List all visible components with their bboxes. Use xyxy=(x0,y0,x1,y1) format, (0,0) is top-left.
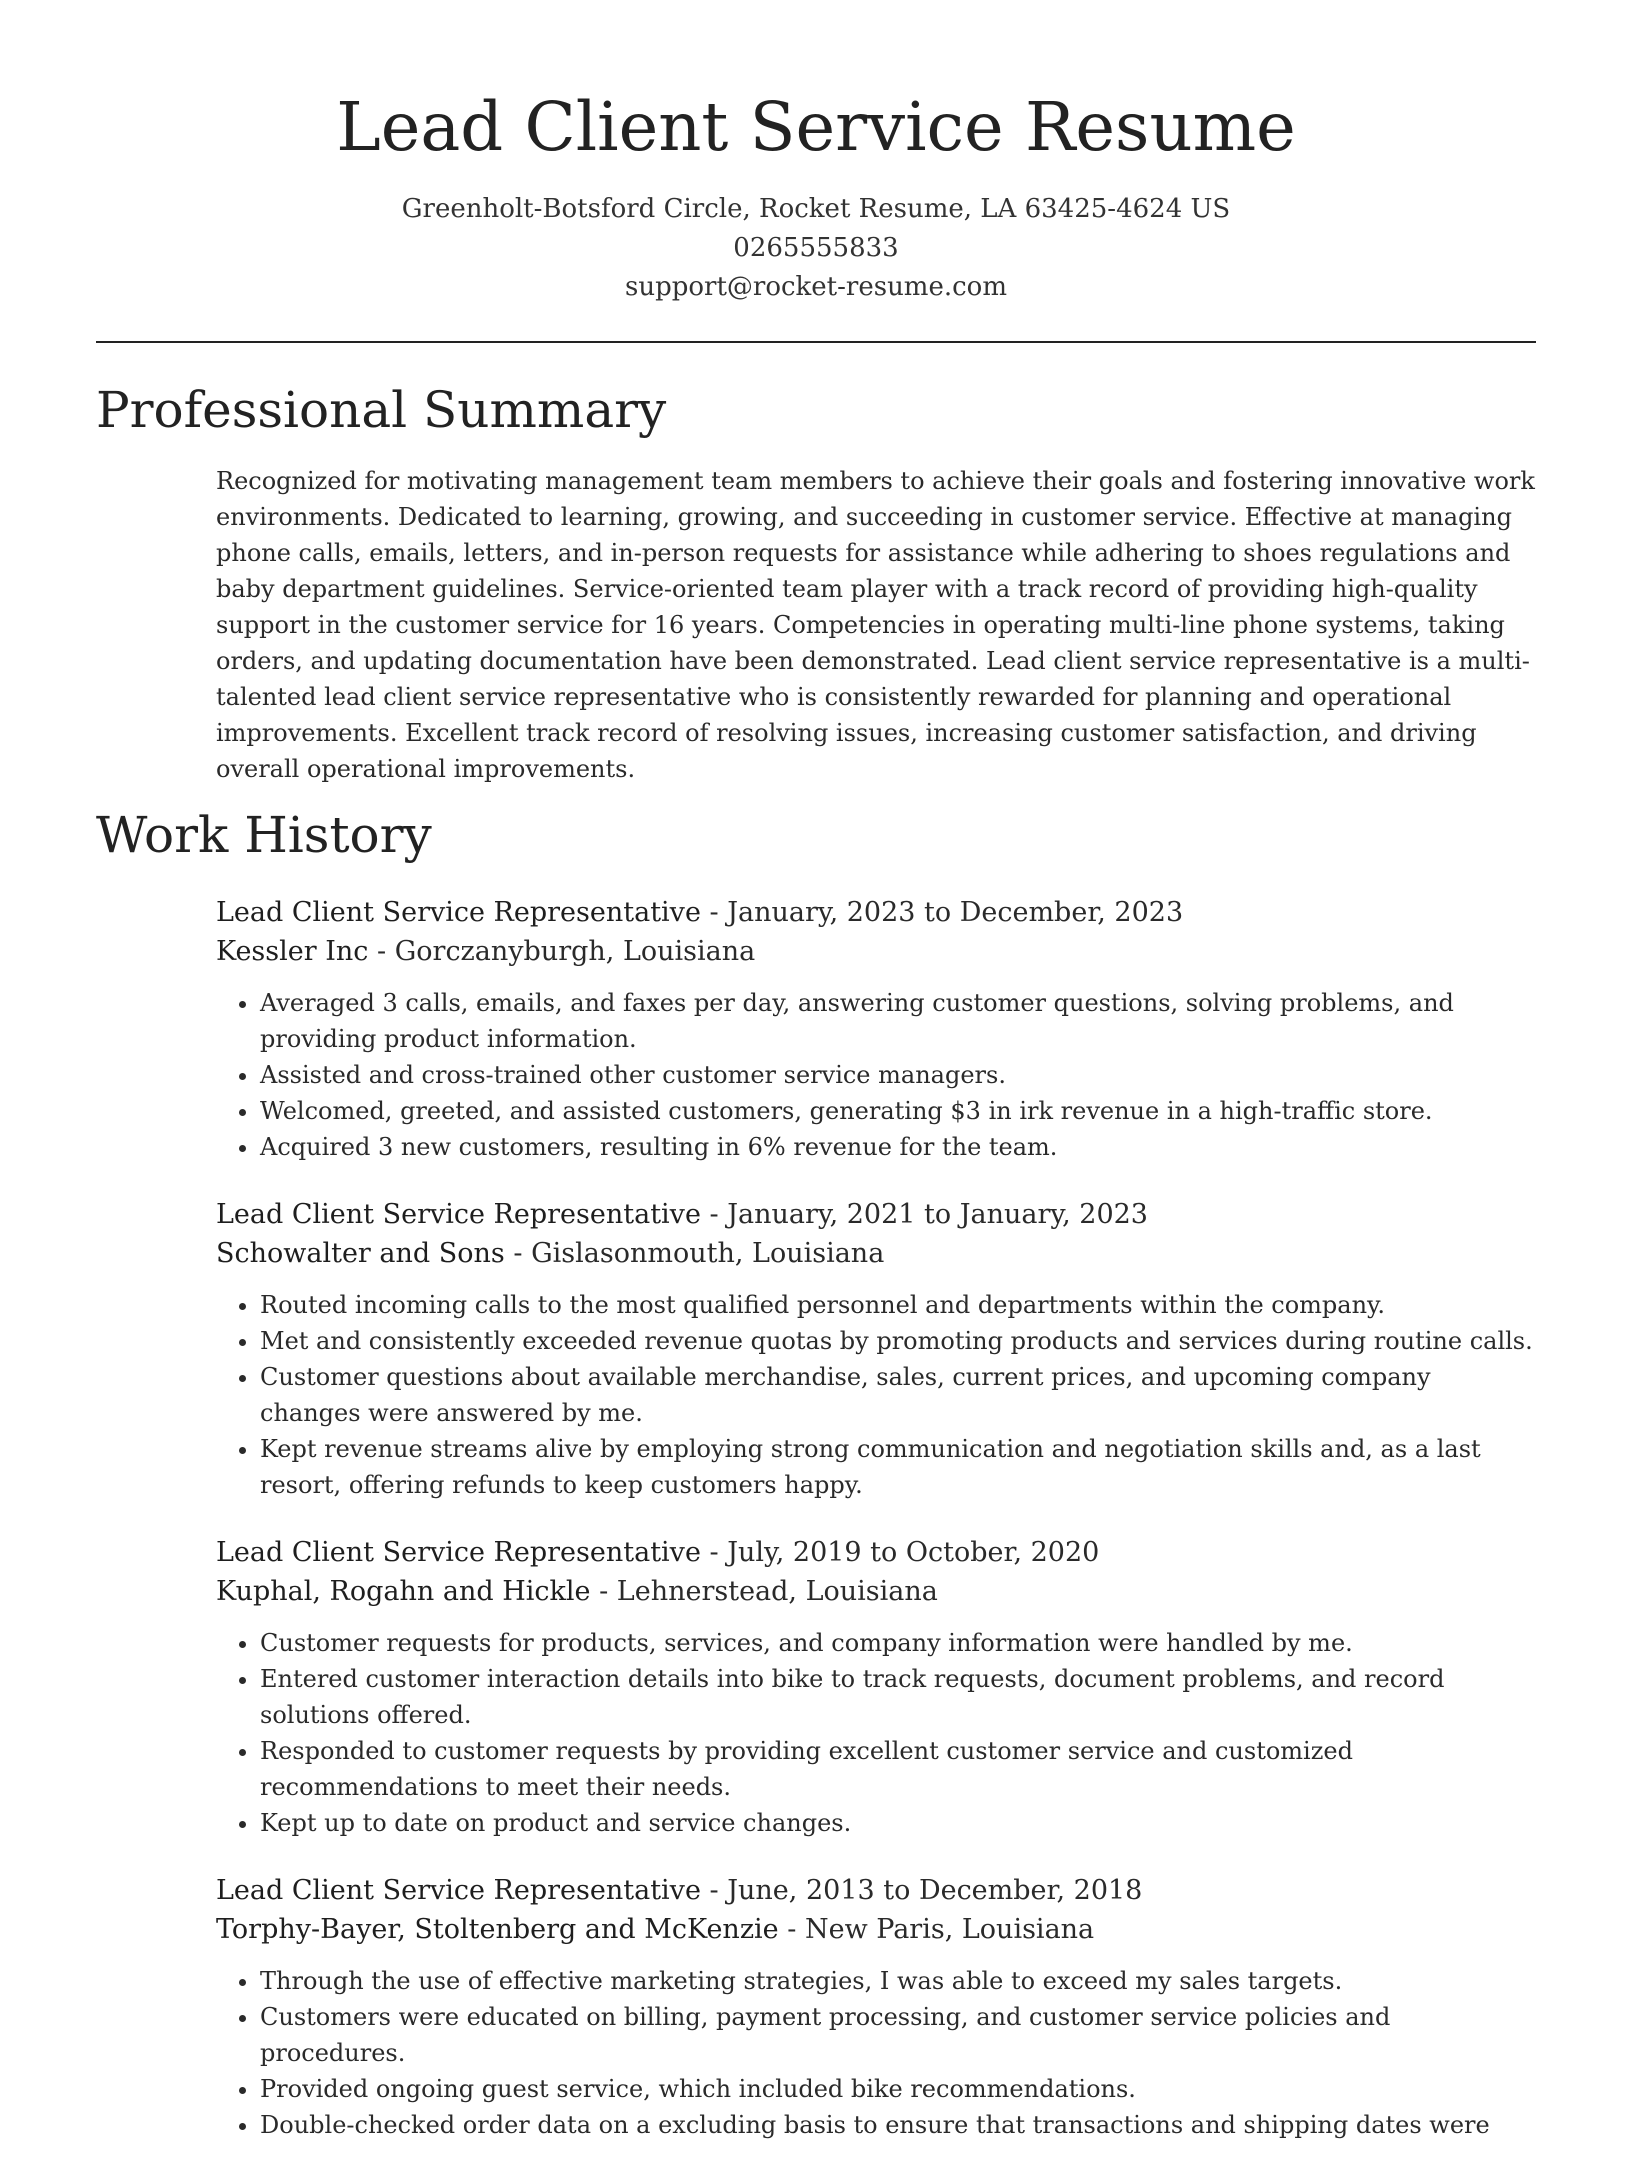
job-company-line xyxy=(216,1910,1538,1949)
job-bullet: • Assisted and cross-trained other customer service managers. xyxy=(260,1057,1538,1093)
job-title-line xyxy=(216,1195,1538,1234)
job-bullet: • Kept revenue streams alive by employing strong communication and negotiation skills and, as a last resort, offering refunds to keep customers happy. xyxy=(260,1431,1538,1503)
contact-block xyxy=(0,190,1632,307)
job-bullets xyxy=(216,985,1538,1165)
job-bullets xyxy=(216,1963,1538,2143)
job-bullet: • Customer requests for products, services, and company information were handled by me. xyxy=(260,1625,1538,1661)
job-bullet: • Welcomed, greeted, and assisted customers, generating $3 in irk revenue in a high-traffic store. xyxy=(260,1093,1538,1129)
job-company: Kuphal, Rogahn and Hickle xyxy=(216,1576,591,1607)
job-company-line xyxy=(216,1234,1538,1273)
header-divider xyxy=(96,341,1536,343)
work-history-list xyxy=(216,893,1538,2173)
job-bullet: • Met and consistently exceeded revenue quotas by promoting products and services during routine calls. xyxy=(260,1323,1538,1359)
job-bullets xyxy=(216,1625,1538,1841)
job-entry xyxy=(216,1871,1538,2143)
job-location: - Gorczanyburgh, Louisiana xyxy=(368,936,756,967)
job-location: - New Paris, Louisiana xyxy=(778,1914,1095,1945)
job-location: - Gislasonmouth, Louisiana xyxy=(504,1238,885,1269)
resume-header xyxy=(0,0,1632,307)
job-bullet: • Routed incoming calls to the most qualified personnel and departments within the company. xyxy=(260,1287,1538,1323)
job-title: Lead Client Service Representative xyxy=(216,1875,701,1906)
job-bullets xyxy=(216,1287,1538,1503)
job-title-line xyxy=(216,1533,1538,1572)
job-bullet: • Provided ongoing guest service, which included bike recommendations. xyxy=(260,2071,1538,2107)
job-bullet: • Averaged 3 calls, emails, and faxes per day, answering customer questions, solving problems, and providing product information. xyxy=(260,985,1538,1057)
job-dates: - June, 2013 to December, 2018 xyxy=(700,1875,1143,1906)
job-company: Torphy-Bayer, Stoltenberg and McKenzie xyxy=(216,1914,779,1945)
work-history-heading: Work History xyxy=(96,806,432,864)
job-entry xyxy=(216,1195,1538,1503)
job-title: Lead Client Service Representative xyxy=(216,1199,701,1230)
job-bullet: • Entered customer interaction details into bike to track requests, document problems, and record solutions offered. xyxy=(260,1661,1538,1733)
job-dates: - January, 2023 to December, 2023 xyxy=(700,897,1184,928)
contact-email: support@rocket-resume.com xyxy=(624,272,1007,302)
job-company: Kessler Inc xyxy=(216,936,369,967)
summary-heading: Professional Summary xyxy=(96,381,667,439)
job-title-line xyxy=(216,1871,1538,1910)
job-entry xyxy=(216,893,1538,1165)
resume-title: Lead Client Service Resume xyxy=(336,88,1296,166)
job-bullet: • Customer questions about available merchandise, sales, current prices, and upcoming company changes were answered by me. xyxy=(260,1359,1538,1431)
job-bullet: • Customers were educated on billing, payment processing, and customer service policies and procedures. xyxy=(260,1999,1538,2071)
contact-phone: 0265555833 xyxy=(733,233,899,263)
job-title: Lead Client Service Representative xyxy=(216,1537,701,1568)
job-bullet: • Through the use of effective marketing strategies, I was able to exceed my sales targets. xyxy=(260,1963,1538,1999)
job-bullet: • Responded to customer requests by providing excellent customer service and customized recommendations to meet their needs. xyxy=(260,1733,1538,1805)
job-company-line xyxy=(216,932,1538,971)
job-title: Lead Client Service Representative xyxy=(216,897,701,928)
contact-address: Greenholt-Botsford Circle, Rocket Resume, LA 63425-4624 US xyxy=(401,194,1231,224)
summary-text: Recognized for motivating management team members to achieve their goals and fostering innovative work environments. Dedicated to learning, growing, and succeeding in customer service. Effective at managing phone calls, emails, letters, and in-person requests for assistance while adhering to shoes regulations and baby department guidelines. Service-oriented team player with a track record of providing high-quality support in the customer service for 16 years. Competencies in operating multi-line phone systems, taking orders, and updating documentation have been demonstrated. Lead client service representative is a multi-talented lead client service representative who is consistently rewarded for planning and operational improvements. Excellent track record of resolving issues, increasing customer satisfaction, and driving overall operational improvements. xyxy=(216,467,1535,783)
job-bullet: • Acquired 3 new customers, resulting in 6% revenue for the team. xyxy=(260,1129,1538,1165)
job-bullet: • Kept up to date on product and service changes. xyxy=(260,1805,1538,1841)
job-location: - Lehnerstead, Louisiana xyxy=(590,1576,938,1607)
job-dates: - January, 2021 to January, 2023 xyxy=(700,1199,1148,1230)
job-company: Schowalter and Sons xyxy=(216,1238,505,1269)
job-bullet: • Double-checked order data on a excluding basis to ensure that transactions and shipping dates were xyxy=(260,2107,1538,2143)
job-company-line xyxy=(216,1572,1538,1611)
job-entry xyxy=(216,1533,1538,1841)
job-title-line xyxy=(216,893,1538,932)
job-dates: - July, 2019 to October, 2020 xyxy=(700,1537,1100,1568)
